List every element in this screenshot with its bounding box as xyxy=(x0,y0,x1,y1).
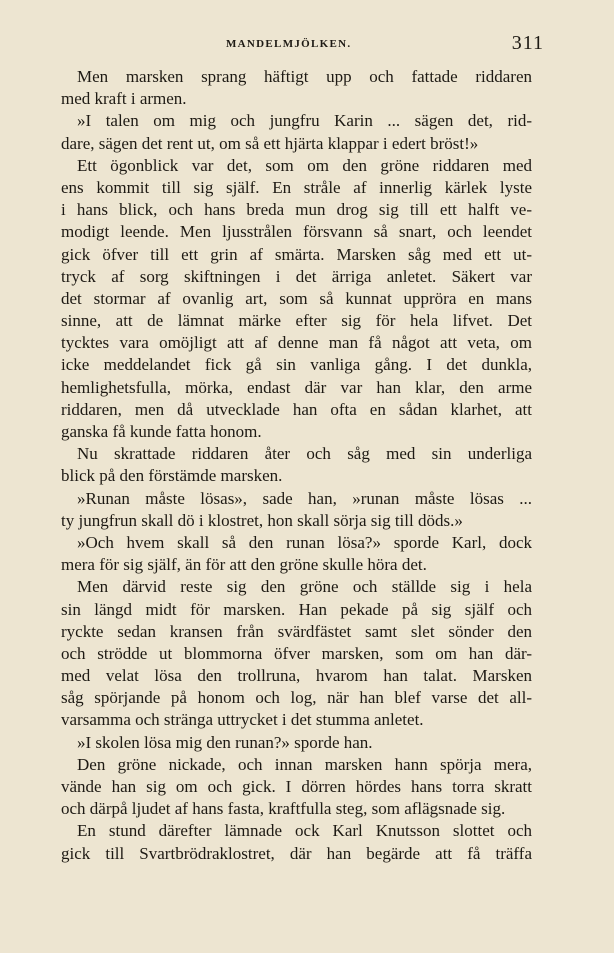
text-line: ty jungfrun skall dö i klostret, hon skall sörja sig till döds.» xyxy=(61,510,463,530)
text-line: dare, sägen det rent ut, om så ett hjärta klappar i edert bröst!» xyxy=(61,133,479,153)
text-line: ens kommit till sig själf. En stråle af innerlig kärlek lyste xyxy=(61,177,532,197)
text-line: »Runan måste lösas», sade han, »runan måste lösas ... xyxy=(77,488,532,508)
text-line: med velat lösa den trollruna, hvarom han talat. Marsken xyxy=(61,666,532,686)
text-line: varsamma och stränga uttrycket i det stumma anletet. xyxy=(61,710,424,730)
text-line: Den gröne nickade, och innan marsken hann spörja mera, xyxy=(77,754,532,774)
text-line: »I skolen lösa mig den runan?» sporde han. xyxy=(77,732,373,752)
text-line: tycktes vara omöjligt att af denne man få något att veta, om xyxy=(61,333,532,353)
text-line: hemlighetsfulla, mörka, endast där var han klar, den arme xyxy=(61,377,532,397)
text-line: »I talen om mig och jungfru Karin ... sägen det, rid- xyxy=(77,111,532,131)
text-line: »Och hvem skall så den runan lösa?» sporde Karl, dock xyxy=(77,532,532,552)
text-line: icke meddelandet fick gå sin vanliga gång. I det dunkla, xyxy=(61,355,532,375)
text-line: Nu skrattade riddaren åter och såg med sin underliga xyxy=(77,444,532,464)
text-line: blick på den förstämde marsken. xyxy=(61,466,283,486)
text-line: En stund därefter lämnade ock Karl Knutsson slottet och xyxy=(77,821,532,841)
text-line: sin längd midt för marsken. Han pekade på sig själf och xyxy=(61,599,532,619)
text-line: det stormar af ovanlig art, som så kunnat uppröra en mans xyxy=(61,288,532,308)
text-line: mera för sig själf, än för att den gröne skulle höra det. xyxy=(61,555,427,575)
text-line: modigt leende. Men ljusstrålen försvann så snart, och leendet xyxy=(61,222,532,242)
text-line: gick till Svartbrödraklostret, där han begärde att få träffa xyxy=(61,843,532,863)
text-line: med kraft i armen. xyxy=(61,89,187,109)
running-title: MANDELMJÖLKEN. xyxy=(226,38,352,50)
text-line: såg spörjande på honom och log, när han blef varse det all- xyxy=(61,688,532,708)
text-line: i hans blick, och hans breda mun drog sig till ett halft ve- xyxy=(61,200,532,220)
text-line: riddaren, men då utvecklade han ofta en sådan klarhet, att xyxy=(61,399,532,419)
text-line: gick öfver till ett grin af smärta. Marsken såg med ett ut- xyxy=(61,244,532,264)
text-line: Ett ögonblick var det, som om den gröne riddaren med xyxy=(77,155,532,175)
page-number: 311 xyxy=(511,32,544,54)
text-line: ryckte sedan kransen från svärdfästet samt slet sönder den xyxy=(61,621,532,641)
text-line: vände han sig om och gick. I dörren hördes hans torra skratt xyxy=(61,777,532,796)
running-head xyxy=(60,30,544,60)
text-line: ganska få kunde fatta honom. xyxy=(61,422,262,441)
text-line: och strödde ut blommorna öfver marsken, som om han där- xyxy=(61,643,532,663)
text-line: sinne, att de lämnat märke efter sig för hela lifvet. Det xyxy=(61,311,532,331)
body-text xyxy=(61,66,532,865)
text-line: och därpå ljudet af hans fasta, kraftfulla steg, som aflägsnade sig. xyxy=(61,799,506,819)
text-line: Men marsken sprang häftigt upp och fattade riddaren xyxy=(77,67,532,86)
text-line: Men därvid reste sig den gröne och ställde sig i hela xyxy=(77,577,532,597)
text-line: tryck af sorg skiftningen i det ärriga anletet. Säkert var xyxy=(61,266,532,286)
